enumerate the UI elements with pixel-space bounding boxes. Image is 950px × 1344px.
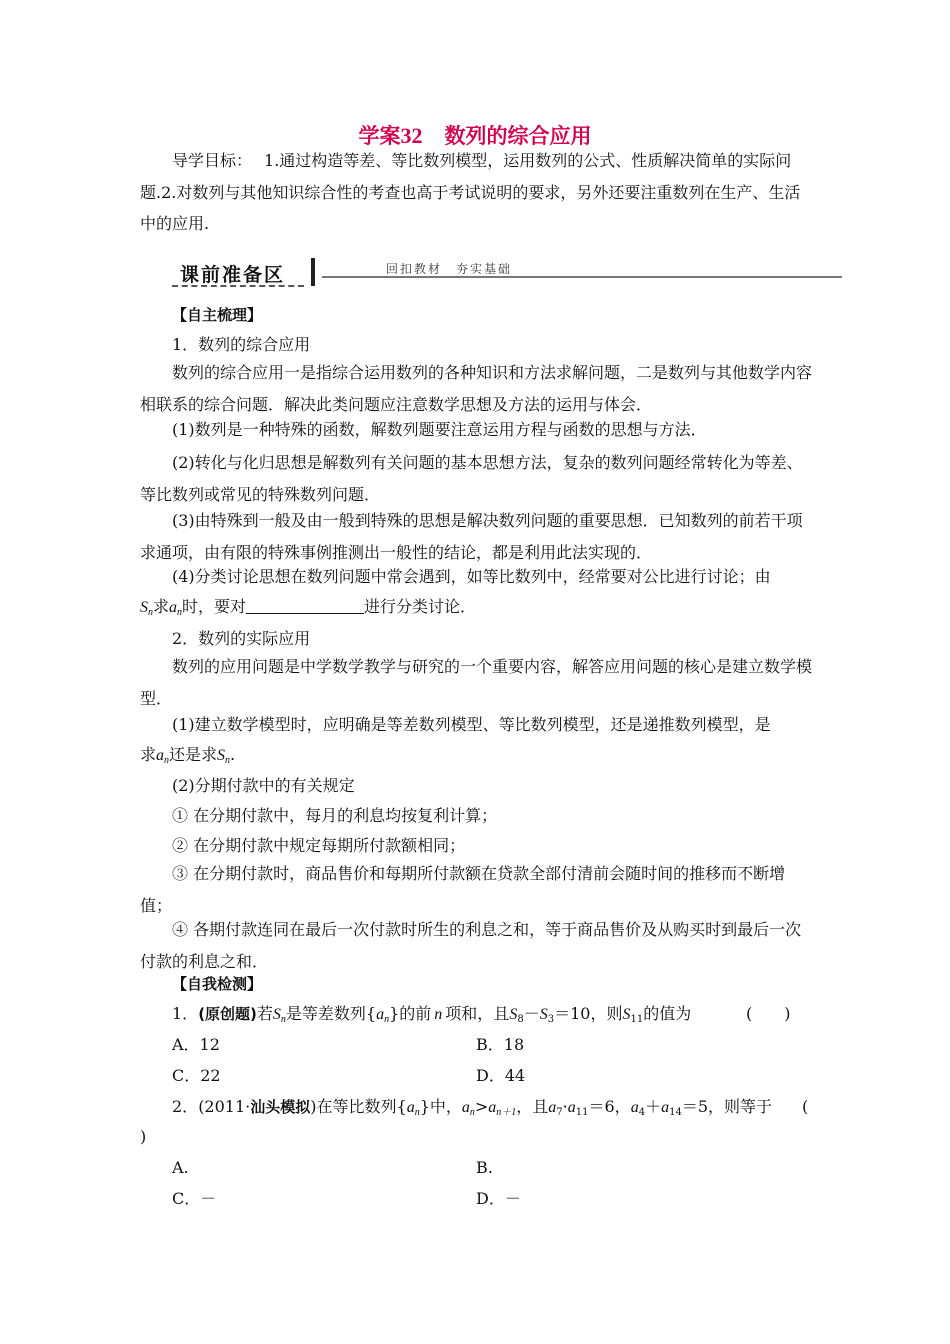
q2-option-c: C．－ bbox=[172, 1189, 217, 1208]
paragraph-3: (2)转化与化归思想是解数列有关问题的基本思想方法，复杂的数列问题经常转化为等差、等比数列或常见的特殊数列问题． bbox=[140, 453, 803, 504]
paragraph-2: (1)数列是一种特殊的函数，解数列题要注意运用方程与函数的思想与方法． bbox=[172, 420, 707, 439]
question-2: 2．(2011·汕头模拟)在等比数列$\{a_n\}$中，$a_n>a_{n+1}$，且$a_7\cdot a_{11}=6$，$a_4+a_{14}=5$，则等于 bbox=[172, 1097, 772, 1118]
paragraph-7-line-2: 求$a_n$还是求$S_n$. bbox=[140, 745, 236, 766]
intro-text: 1.通过构造等差、等比数列模型，运用数列的公式、性质解决简单的实际问题.2.对数列与其他知识综合性的考查也高于考试说明的要求，另外还要注重数列在生产、生活中的应用. bbox=[140, 151, 801, 233]
paragraph-6: 数列的应用问题是中学数学教学与研究的一个重要内容，解答应用问题的核心是建立数学模型． bbox=[140, 657, 813, 708]
q1-answer-paren: ( ) bbox=[746, 1004, 791, 1023]
heading-2: 2．数列的实际应用 bbox=[172, 629, 311, 648]
q1-option-d: D．44 bbox=[476, 1066, 526, 1085]
paragraph-8: (2)分期付款中的有关规定 bbox=[172, 776, 355, 795]
heading-1: 1．数列的综合应用 bbox=[172, 335, 311, 354]
q1-option-a: A．12 bbox=[172, 1035, 220, 1054]
paragraph-5-line-1: (4)分类讨论思想在数列问题中常会遇到，如等比数列中，经常要对公比进行讨论；由 bbox=[172, 567, 771, 586]
paragraph-7-line-1: (1)建立数学模型时，应明确是等差数列模型、等比数列模型，还是递推数列模型，是 bbox=[172, 715, 771, 734]
self-check-header: 【自我检测】 bbox=[172, 975, 263, 993]
title-prefix: 学案 bbox=[358, 124, 401, 148]
banner-subtitle: 回扣教材 夯实基础 bbox=[386, 262, 513, 276]
intro-paragraph bbox=[140, 145, 812, 240]
self-review-header: 【自主梳理】 bbox=[172, 306, 263, 324]
paragraph-4: (3)由特殊到一般及由一般到特殊的思想是解决数列问题的重要思想．已知数列的前若干项求通项，由有限的特殊事例推测出一般性的结论，都是利用此法实现的． bbox=[140, 511, 803, 562]
rule-item-3: ③ 在分期付款时，商品售价和每期所付款额在贷款全部付清前会随时间的推移而不断增值； bbox=[140, 864, 786, 915]
paragraph-1: 数列的综合应用一是指综合运用数列的各种知识和方法求解问题，二是数列与其他数学内容相联系的综合问题．解决此类问题应注意数学思想及方法的运用与体会． bbox=[140, 363, 813, 414]
title-name: 数列的综合应用 bbox=[444, 124, 592, 148]
title-number: 32 bbox=[400, 123, 423, 148]
question-1: 1．(原创题)若$S_n$是等差数列$\{a_n\}$的前 n 项和，且$S_8-S_3=10$，则$S_{11}$的值为 bbox=[172, 1004, 692, 1025]
intro-label: 导学目标： bbox=[172, 151, 253, 170]
rule-item-1: ① 在分期付款中，每月的利息均按复利计算； bbox=[172, 806, 498, 825]
banner-underline bbox=[172, 285, 304, 287]
q2-option-a: A. bbox=[172, 1158, 189, 1177]
q2-option-b: B. bbox=[476, 1158, 493, 1177]
rule-item-4: ④ 各期付款连同在最后一次付款时所生的利息之和，等于商品售价及从购买时到最后一次付款的利息之和． bbox=[140, 920, 802, 971]
q1-option-b: B．18 bbox=[476, 1035, 525, 1054]
banner-title: 课前准备区 bbox=[180, 264, 286, 286]
q2-paren-left: ( bbox=[802, 1097, 809, 1116]
rule-item-2: ② 在分期付款中规定每期所付款额相同； bbox=[172, 836, 466, 855]
fill-in-blank bbox=[246, 597, 364, 614]
q1-option-c: C．22 bbox=[172, 1066, 221, 1085]
q2-option-d: D．－ bbox=[476, 1189, 521, 1208]
q2-paren-right: ) bbox=[140, 1127, 147, 1146]
banner-divider bbox=[311, 258, 315, 286]
paragraph-5-line-2: $S_n$求$a_n$时，要对 进行分类讨论． bbox=[140, 597, 477, 618]
section-banner bbox=[172, 256, 842, 292]
